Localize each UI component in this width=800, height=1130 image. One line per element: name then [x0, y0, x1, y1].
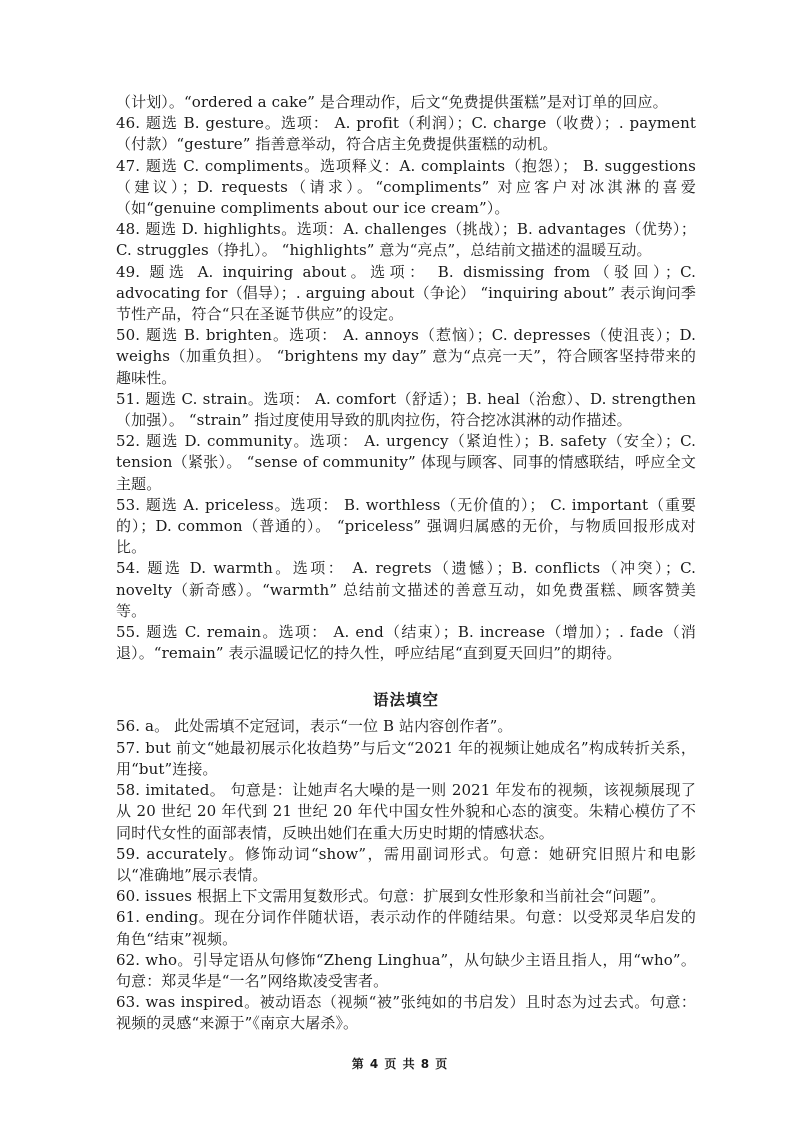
- answer-paragraph: 54. 题选 D. warmth。选项： A. regrets（遗憾）；B. conflicts（冲突）；C. novelty（新奇感）。“warmth” 总结前文描述的善意互动，如免费蛋糕、顾客赞美等。: [116, 559, 696, 620]
- answer-paragraph: 46. 题选 B. gesture。选项： A. profit（利润）；C. charge（收费）；. payment（付款）“gesture” 指善意举动，符合店主免费提供蛋糕的动机。: [116, 114, 696, 154]
- page-footer: 第 4 页 共 8 页: [351, 1057, 449, 1071]
- answer-paragraph: 49. 题选 A. inquiring about。选项： B. dismissing from（驳回）；C. advocating for（倡导）；. arguing about（争论） “inquiring about” 表示询问季节性产品，符合“只在圣诞节供应”的设定。: [116, 262, 696, 324]
- answer-paragraph: 51. 题选 C. strain。选项： A. comfort（舒适）；B. heal（治愈）、D. strengthen（加强）。 “strain” 指过度使用导致的肌肉拉伤，符合挖冰淇淋的动作描述。: [116, 389, 696, 430]
- answer-paragraph: 56. a。 此处需填不定冠词，表示“一位 B 站内容创作者”。: [116, 717, 513, 736]
- answer-paragraph: 47. 题选 C. compliments。选项释义：A. complaints（抱怨）； B. suggestions（建议）；D. requests（请求）。“compliments” 对应客户对冰淇淋的喜爱（如“genuine compliments about our ice cream”）。: [116, 156, 696, 218]
- answer-paragraph: 59. accurately。修饰动词“show”，需用副词形式。句意：她研究旧照片和电影以“准确地”展示表情。: [116, 844, 696, 884]
- answer-paragraph: 52. 题选 D. community。选项： A. urgency（紧迫性）；B. safety（安全）；C. tension（紧张）。 “sense of community” 体现与顾客、同事的情感联结，呼应全文主题。: [116, 432, 696, 493]
- answer-paragraph: 57. but 前文“她最初展示化妆趋势”与后文“2021 年的视频让她成名”构成转折关系，用“but”连接。: [116, 738, 696, 778]
- answer-paragraph: 55. 题选 C. remain。选项： A. end（结束）；B. increase（增加）；. fade（消退）。“remain” 表示温暖记忆的持久性，呼应结尾“直到夏天回归”的期待。: [116, 623, 696, 663]
- answer-paragraph: 62. who。引导定语从句修饰“Zheng Linghua”，从句缺少主语且指人，用“who”。句意：郑灵华是“一名”网络欺凌受害者。: [116, 950, 696, 990]
- answer-paragraph: 58. imitated。 句意是：让她声名大噪的是一则 2021 年发布的视频，该视频展现了从 20 世纪 20 年代到 21 世纪 20 年代中国女性外貌和心态的演变。朱精心模仿了不同时代女性的面部表情，反映出她们在重大历史时期的情感状态。: [116, 781, 696, 842]
- answer-paragraph: 61. ending。现在分词作伴随状语，表示动作的伴随结果。句意：以受郑灵华启发的角色“结束”视频。: [116, 908, 696, 948]
- answer-paragraph: 48. 题选 D. highlights。选项：A. challenges（挑战）；B. advantages（优势）；C. struggles（挣扎）。 “highlights” 意为“亮点”，总结前文描述的温暖互动。: [116, 220, 696, 260]
- section-title: 语法填空: [372, 691, 439, 710]
- answer-paragraph: 50. 题选 B. brighten。选项： A. annoys（惹恼）；C. depresses（使沮丧）；D. weighs（加重负担）。 “brightens my day” 意为“点亮一天”，符合顾客坚持带来的趣味性。: [116, 326, 696, 387]
- answer-paragraph: 63. was inspired。被动语态（视频“被”张纯如的书启发）且时态为过去式。句意：视频的灵感“来源于”《南京大屠杀》。: [116, 993, 696, 1033]
- answer-paragraph: （计划）。“ordered a cake” 是合理动作，后文“免费提供蛋糕”是对订单的回应。: [116, 93, 668, 111]
- answer-paragraph: 53. 题选 A. priceless。选项： B. worthless（无价值的）； C. important（重要的）；D. common（普通的）。 “priceless” 强调归属感的无价，与物质回报形成对比。: [116, 495, 696, 557]
- answer-paragraph: 60. issues 根据上下文需用复数形式。句意：扩展到女性形象和当前社会“问题”。: [116, 887, 666, 906]
